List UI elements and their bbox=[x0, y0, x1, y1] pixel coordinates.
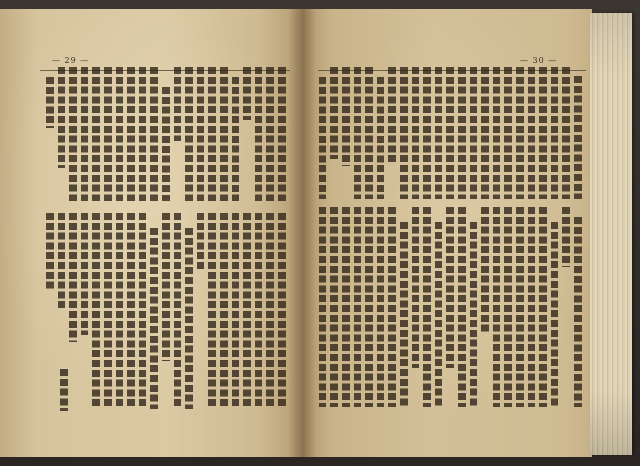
text-column bbox=[104, 213, 112, 409]
text-column bbox=[232, 213, 240, 409]
text-column bbox=[220, 213, 228, 409]
text-column bbox=[562, 207, 570, 267]
text-column bbox=[243, 213, 251, 409]
text-column bbox=[185, 228, 193, 409]
text-column bbox=[174, 213, 182, 409]
lower-text-tier bbox=[0, 9, 302, 457]
text-column bbox=[516, 207, 524, 407]
lower-text-tier bbox=[302, 9, 592, 457]
text-column bbox=[481, 207, 489, 333]
text-column bbox=[423, 207, 431, 407]
text-column bbox=[278, 213, 286, 409]
text-column bbox=[330, 207, 338, 407]
text-column bbox=[539, 207, 547, 407]
right-page bbox=[302, 9, 592, 457]
text-column bbox=[504, 207, 512, 407]
text-column bbox=[412, 207, 420, 368]
text-column bbox=[400, 222, 408, 407]
book-gutter bbox=[288, 9, 316, 457]
text-column bbox=[46, 213, 54, 291]
text-column bbox=[255, 213, 263, 409]
text-column bbox=[266, 213, 274, 409]
text-column bbox=[574, 217, 582, 407]
text-column bbox=[342, 207, 350, 407]
text-column bbox=[551, 222, 559, 407]
text-column bbox=[81, 213, 89, 335]
text-column bbox=[150, 228, 158, 409]
page-number: — 30 — bbox=[520, 56, 558, 65]
text-column bbox=[470, 222, 478, 407]
text-column bbox=[162, 213, 170, 361]
text-column bbox=[528, 207, 536, 407]
page-number: — 29 — bbox=[52, 56, 90, 65]
text-column bbox=[377, 207, 385, 407]
text-column bbox=[58, 213, 66, 311]
text-column bbox=[69, 213, 77, 342]
text-column bbox=[365, 207, 373, 407]
text-column bbox=[446, 207, 454, 368]
page-edge-stack bbox=[590, 13, 632, 455]
left-page bbox=[0, 9, 302, 457]
text-column bbox=[388, 207, 396, 407]
text-column bbox=[197, 213, 205, 270]
text-column bbox=[139, 213, 147, 409]
author-note-column bbox=[60, 369, 68, 411]
text-column bbox=[493, 207, 501, 407]
text-column bbox=[92, 213, 100, 409]
text-column bbox=[116, 213, 124, 409]
text-column bbox=[208, 213, 216, 409]
text-column bbox=[127, 213, 135, 409]
text-column bbox=[458, 207, 466, 407]
text-column bbox=[319, 207, 327, 407]
text-column bbox=[354, 207, 362, 407]
text-column bbox=[435, 222, 443, 407]
